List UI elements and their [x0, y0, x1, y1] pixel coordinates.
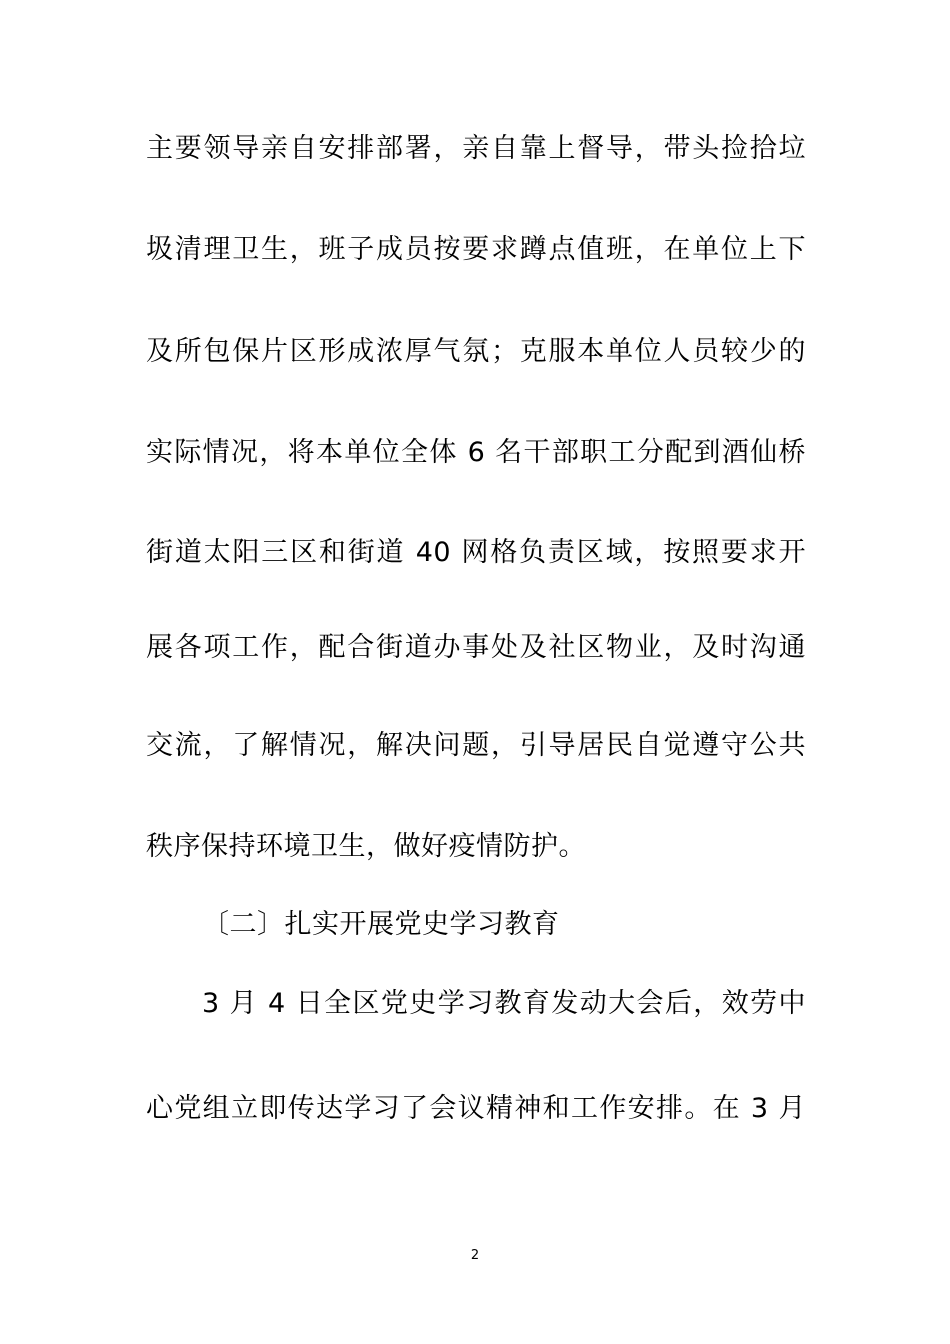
section-heading: 〔二〕扎实开展党史学习教育 — [202, 909, 560, 940]
paragraph-line: 秩序保持环境卫生，做好疫情防护。 — [146, 831, 586, 862]
paragraph-line: 实际情况，将本单位全体 6 名干部职工分配到酒仙桥 — [146, 437, 806, 468]
paragraph-line: 圾清理卫生，班子成员按要求蹲点值班，在单位上下 — [146, 234, 806, 265]
paragraph-line: 3 月 4 日全区党史学习教育发动大会后，效劳中 — [202, 988, 806, 1019]
paragraph-line: 主要领导亲自安排部署，亲自靠上督导，带头捡拾垃 — [146, 133, 806, 164]
paragraph-line: 及所包保片区形成浓厚气氛；克服本单位人员较少的 — [146, 336, 806, 367]
paragraph-line: 交流，了解情况，解决问题，引导居民自觉遵守公共 — [146, 730, 806, 761]
paragraph-line: 心党组立即传达学习了会议精神和工作安排。在 3 月 — [146, 1093, 806, 1124]
page-number: 2 — [470, 1248, 480, 1263]
paragraph-line: 展各项工作，配合街道办事处及社区物业，及时沟通 — [146, 632, 806, 663]
paragraph-line: 街道太阳三区和街道 40 网格负责区域，按照要求开 — [146, 537, 806, 568]
